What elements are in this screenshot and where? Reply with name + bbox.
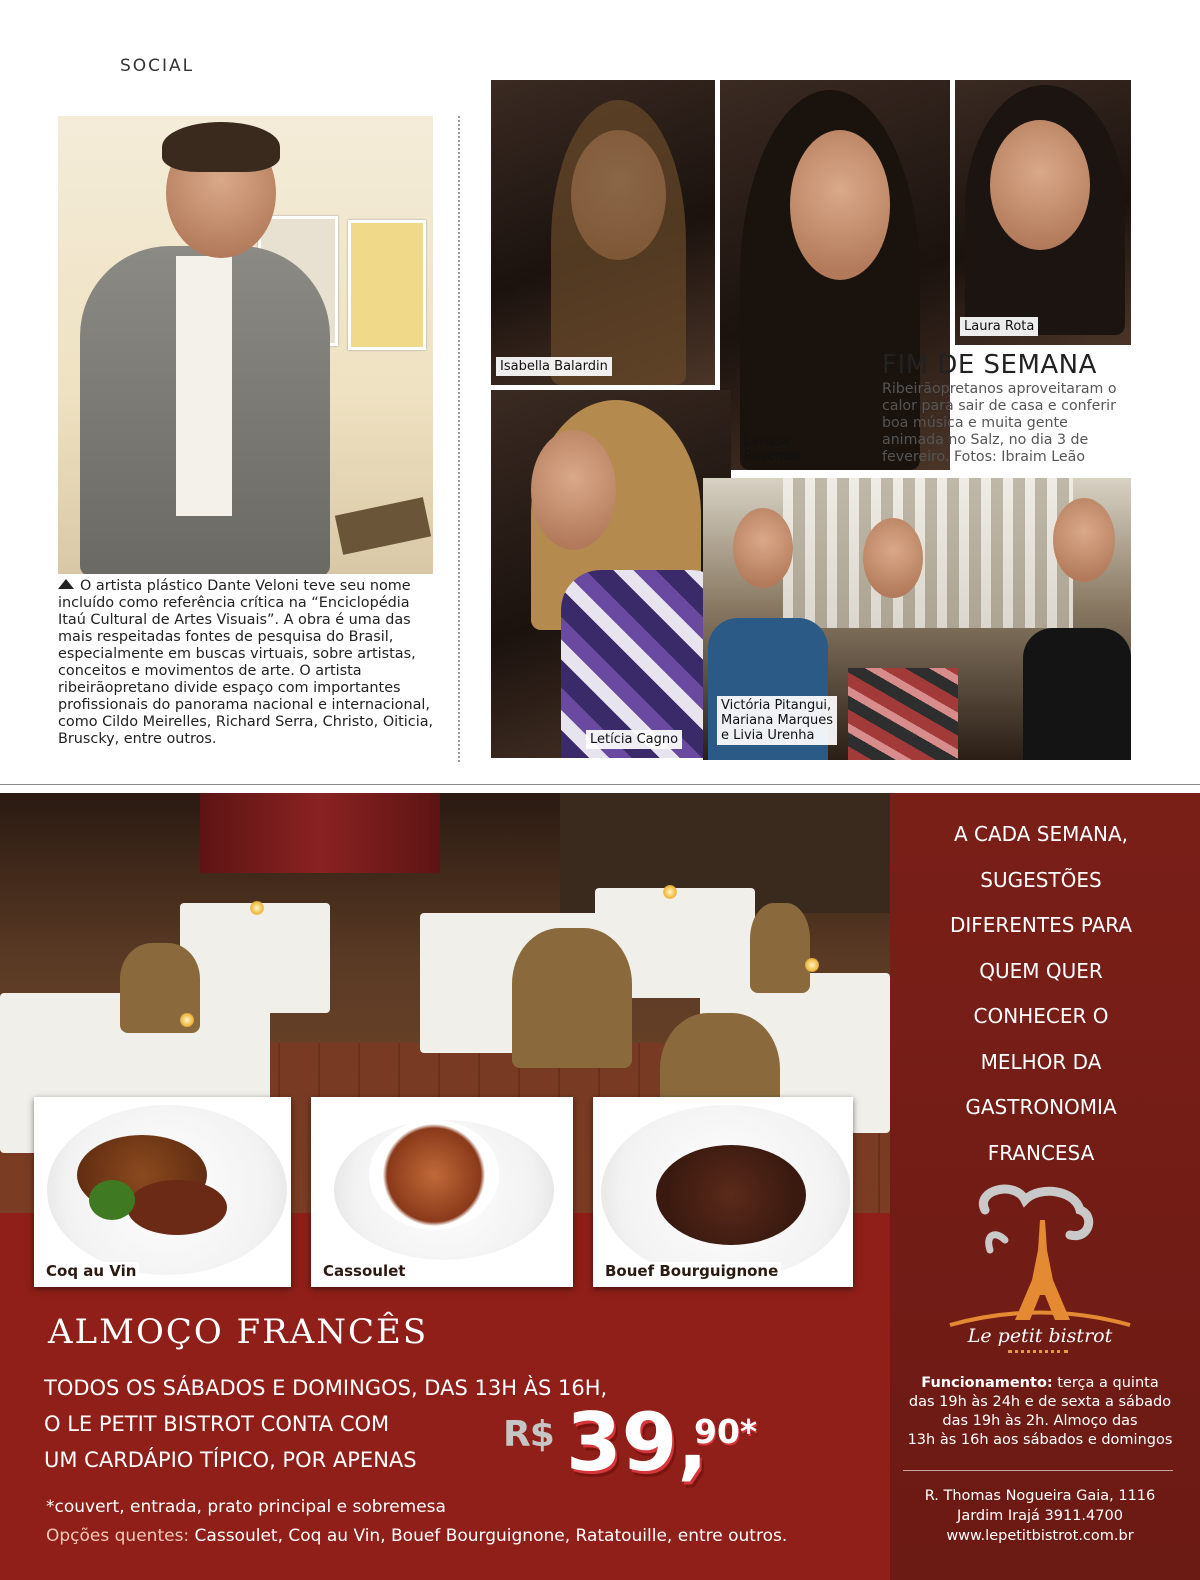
opening-hours bbox=[895, 1374, 1185, 1450]
ad-title: ALMOÇO FRANCÊS bbox=[48, 1312, 429, 1352]
caption-larissa bbox=[740, 432, 804, 466]
slogan-line: FRANCESA bbox=[987, 1140, 1095, 1165]
photo-isabella bbox=[491, 80, 715, 385]
ad-options bbox=[46, 1526, 787, 1546]
slogan-line: QUEM QUER bbox=[979, 958, 1103, 983]
price-currency: R$ bbox=[503, 1414, 554, 1455]
chair bbox=[512, 928, 632, 1068]
dish-card-cassoulet bbox=[311, 1097, 573, 1287]
garnish bbox=[89, 1180, 135, 1220]
dress-mariana bbox=[848, 668, 958, 760]
ad-line: UM CARDÁPIO TÍPICO, POR APENAS bbox=[44, 1448, 417, 1472]
address-phone: Jardim Irajá 3911.4700 bbox=[957, 1508, 1123, 1524]
ad-slogan bbox=[890, 812, 1192, 1176]
hours-line: 13h às 16h aos sábados e domingos bbox=[907, 1432, 1173, 1448]
address-block bbox=[895, 1486, 1185, 1546]
slogan-line: MELHOR DA bbox=[980, 1049, 1102, 1074]
dish-label: Bouef Bourguignone bbox=[602, 1262, 781, 1280]
triangle-up-icon bbox=[58, 579, 74, 589]
ad-line: TODOS OS SÁBADOS E DOMINGOS, DAS 13H ÀS 16H, bbox=[44, 1376, 608, 1400]
caption-isabella: Isabella Balardin bbox=[496, 357, 612, 376]
slogan-line: CONHECER O bbox=[973, 1004, 1109, 1028]
face-victoria bbox=[733, 508, 793, 588]
curtain bbox=[200, 793, 440, 873]
options-label: Opções quentes: bbox=[46, 1526, 190, 1546]
section-label: SOCIAL bbox=[120, 56, 195, 76]
dish-label: Cassoulet bbox=[320, 1262, 408, 1280]
candle bbox=[663, 885, 677, 899]
caption-leticia: Letícia Cagno bbox=[586, 730, 682, 749]
ad-footnote: *couvert, entrada, prato principal e sobremesa bbox=[46, 1497, 446, 1517]
caption-laura: Laura Rota bbox=[960, 317, 1038, 336]
hair bbox=[551, 100, 686, 385]
eiffel-tower-icon bbox=[945, 1180, 1135, 1330]
photo-laura bbox=[955, 80, 1131, 345]
panel-divider bbox=[903, 1470, 1173, 1471]
artist-shirt bbox=[176, 256, 232, 516]
article-text: O artista plástico Dante Veloni teve seu nome incluído como referência crítica na “Enciclopédia Itaú Cultural de Artes Visuais”. A obra é uma das mais respeitadas fontes de pesquisa do Brasil, especialmente em buscas virtuais, sobre artistas, conceitos e movimentos de arte. O artista ribeirãopretano divide espaço com importantes profissionais do panorama nacional e internacional, como Cildo Meirelles, Richard Serra, Christo, Oiticia, Bruscky, entre outros. bbox=[58, 578, 434, 747]
artwork-book bbox=[335, 497, 431, 555]
cassoulet-bowl bbox=[369, 1120, 499, 1230]
hours-line: das 19h às 24h e de sexta a sábado bbox=[908, 1394, 1172, 1410]
artist-photo bbox=[58, 116, 433, 574]
logo-text: Le petit bistrot bbox=[967, 1325, 1113, 1347]
options-text: Cassoulet, Coq au Vin, Bouef Bourguignone, Ratatouille, entre outros. bbox=[189, 1526, 788, 1546]
slogan-line: A CADA SEMANA, bbox=[953, 822, 1129, 846]
column-divider bbox=[458, 116, 460, 762]
candle bbox=[805, 958, 819, 972]
photo-group bbox=[703, 478, 1131, 760]
face bbox=[990, 120, 1090, 250]
hours-line: terça a quinta bbox=[1052, 1375, 1159, 1391]
caption-group-line1: Victória Pitangui, bbox=[721, 698, 832, 713]
face-mariana bbox=[863, 518, 923, 598]
article-caption bbox=[58, 578, 434, 748]
caption-larissa-line1: Larissa bbox=[744, 434, 790, 449]
logo-dots bbox=[1008, 1350, 1068, 1354]
caption-group bbox=[717, 696, 837, 745]
candle bbox=[250, 901, 264, 915]
face-livia bbox=[1053, 498, 1115, 582]
candle bbox=[180, 1013, 194, 1027]
photo-leticia bbox=[491, 390, 731, 758]
face bbox=[790, 130, 890, 280]
dish-label: Coq au Vin bbox=[43, 1262, 139, 1280]
caption-group-line3: e Livia Urenha bbox=[721, 728, 815, 743]
website-link[interactable]: www.lepetitbistrot.com.br bbox=[946, 1528, 1134, 1544]
price-whole: 39, bbox=[566, 1396, 708, 1489]
top-livia bbox=[1023, 628, 1131, 760]
dish-card-bouef bbox=[593, 1097, 853, 1287]
beef-stew bbox=[656, 1145, 806, 1245]
caption-group-line2: Mariana Marques bbox=[721, 713, 834, 728]
slogan-line: SUGESTÕES bbox=[980, 867, 1102, 892]
bistrot-logo bbox=[945, 1180, 1135, 1360]
ad-line: O LE PETIT BISTROT CONTA COM bbox=[44, 1412, 390, 1436]
hours-label: Funcionamento: bbox=[921, 1375, 1053, 1391]
artist-hair bbox=[162, 122, 280, 172]
feature-title: FIM DE SEMANA bbox=[882, 350, 1097, 380]
price-cents: 90* bbox=[694, 1412, 758, 1451]
face bbox=[531, 430, 616, 550]
hours-line: das 19h às 2h. Almoço das bbox=[942, 1413, 1138, 1429]
address-line: R. Thomas Nogueira Gaia, 1116 bbox=[924, 1488, 1156, 1504]
caption-larissa-line2: Resende bbox=[744, 449, 800, 464]
sauce bbox=[127, 1180, 227, 1235]
wall-frame-right bbox=[348, 220, 426, 350]
chair bbox=[750, 903, 810, 993]
dish-card-coq-au-vin bbox=[34, 1097, 291, 1287]
feature-body: Ribeirãopretanos aproveitaram o calor para sair de casa e conferir boa música e muita gente animada no Salz, no dia 3 de fevereiro. Fotos: Ibraim Leão bbox=[882, 381, 1117, 465]
slogan-line: GASTRONOMIA bbox=[965, 1095, 1117, 1119]
bottle-shelf bbox=[783, 478, 1073, 628]
slogan-line: DIFERENTES PARA bbox=[949, 913, 1133, 937]
section-divider bbox=[0, 784, 1200, 785]
